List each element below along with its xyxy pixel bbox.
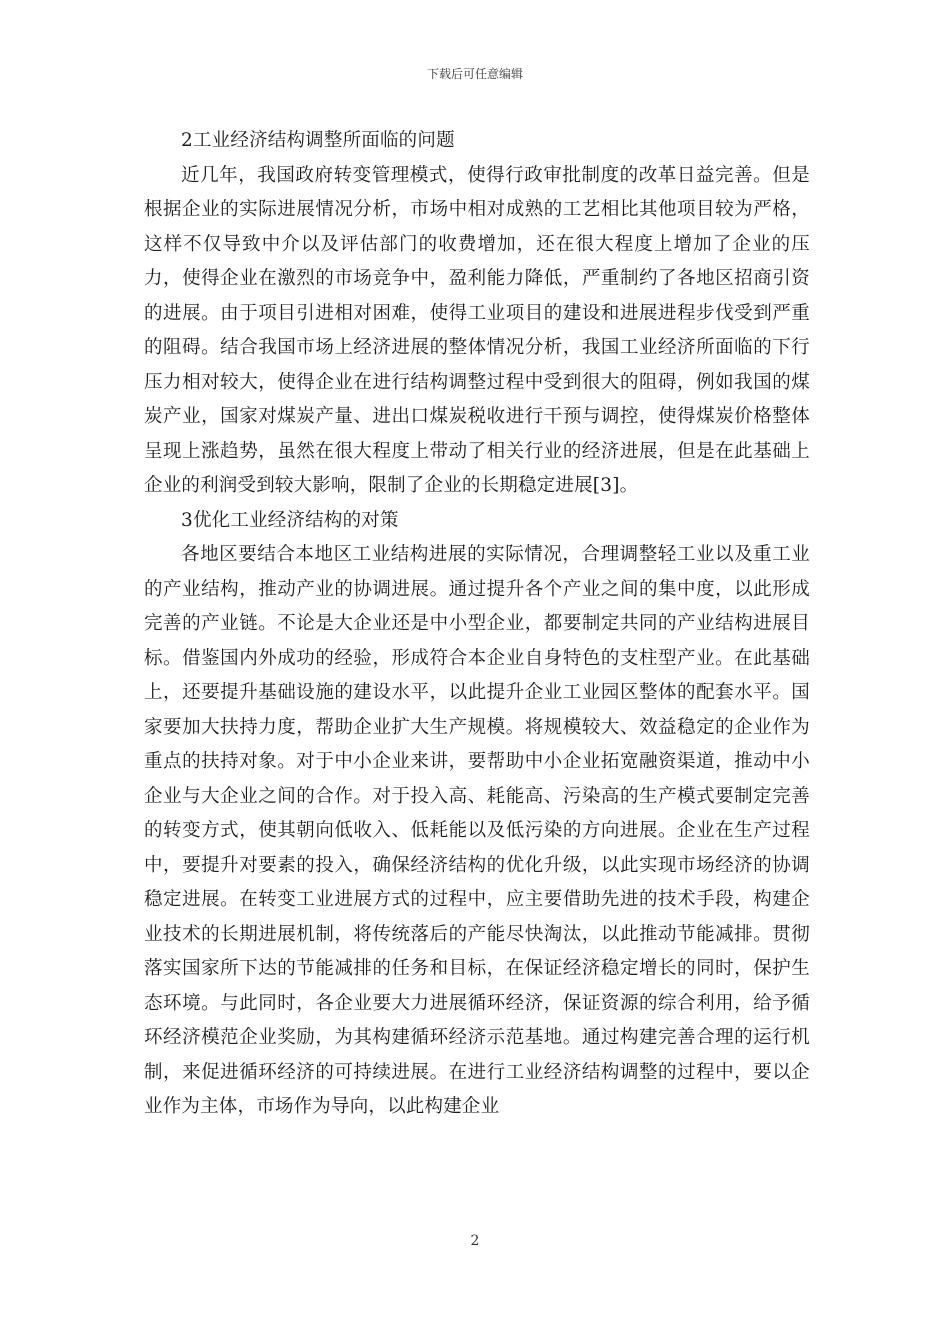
page-header: 下载后可任意编辑	[426, 67, 523, 81]
document-body	[144, 124, 810, 1125]
section-paragraph-countermeasures: 各地区要结合本地区工业结构进展的实际情况，合理调整轻工业以及重工业的产业结构，推动产业的协调进展。通过提升各个产业之间的集中度，以此形成完善的产业链。不论是大企业还是中小型企业，都要制定共同的产业结构进展目标。借鉴国内外成功的经验，形成符合本企业自身特色的支柱型产业。在此基础上，还要提升基础设施的建设水平，以此提升企业工业园区整体的配套水平。国家要加大扶持力度，帮助企业扩大生产规模。将规模较大、效益稳定的企业作为重点的扶持对象。对于中小企业来讲，要帮助中小企业拓宽融资渠道，推动中小企业与大企业之间的合作。对于投入高、耗能高、污染高的生产模式要制定完善的转变方式，使其朝向低收入、低耗能以及低污染的方向进展。企业在生产过程中，要提升对要素的投入，确保经济结构的优化升级，以此实现市场经济的协调稳定进展。在转变工业进展方式的过程中，应主要借助先进的技术手段，构建企业技术的长期进展机制，将传统落后的产能尽快淘汰，以此推动节能减排。贯彻落实国家所下达的节能减排的任务和目标，在保证经济稳定增长的同时，保护生态环境。与此同时，各企业要大力进展循环经济，保证资源的综合利用，给予循环经济模范企业奖励，为其构建循环经济示范基地。通过构建完善合理的运行机制，来促进循环经济的可持续进展。在进行工业经济结构调整的过程中，要以企业作为主体，市场作为导向，以此构建企业	[144, 544, 810, 1117]
section-paragraph-problems: 近几年，我国政府转变管理模式，使得行政审批制度的改革日益完善。但是根据企业的实际进展情况分析，市场中相对成熟的工艺相比其他项目较为严格，这样不仅导致中介以及评估部门的收费增加，还在很大程度上增加了企业的压力，使得企业在激烈的市场竞争中，盈利能力降低，严重制约了各地区招商引资的进展。由于项目引进相对困难，使得工业项目的建设和进展进程步伐受到严重的阻碍。结合我国市场上经济进展的整体情况分析，我国工业经济所面临的下行压力相对较大，使得企业在进行结构调整过程中受到很大的阻碍，例如我国的煤炭产业，国家对煤炭产量、进出口煤炭税收进行干预与调控，使得煤炭价格整体呈现上涨趋势，虽然在很大程度上带动了相关行业的经济进展，但是在此基础上企业的利润受到较大影响，限制了企业的长期稳定进展[3]。	[144, 164, 810, 496]
page-number: 2	[470, 1233, 480, 1249]
section-heading-problems: 2工业经济结构调整所面临的问题	[181, 130, 455, 151]
section-heading-countermeasures: 3优化工业经济结构的对策	[181, 509, 399, 531]
